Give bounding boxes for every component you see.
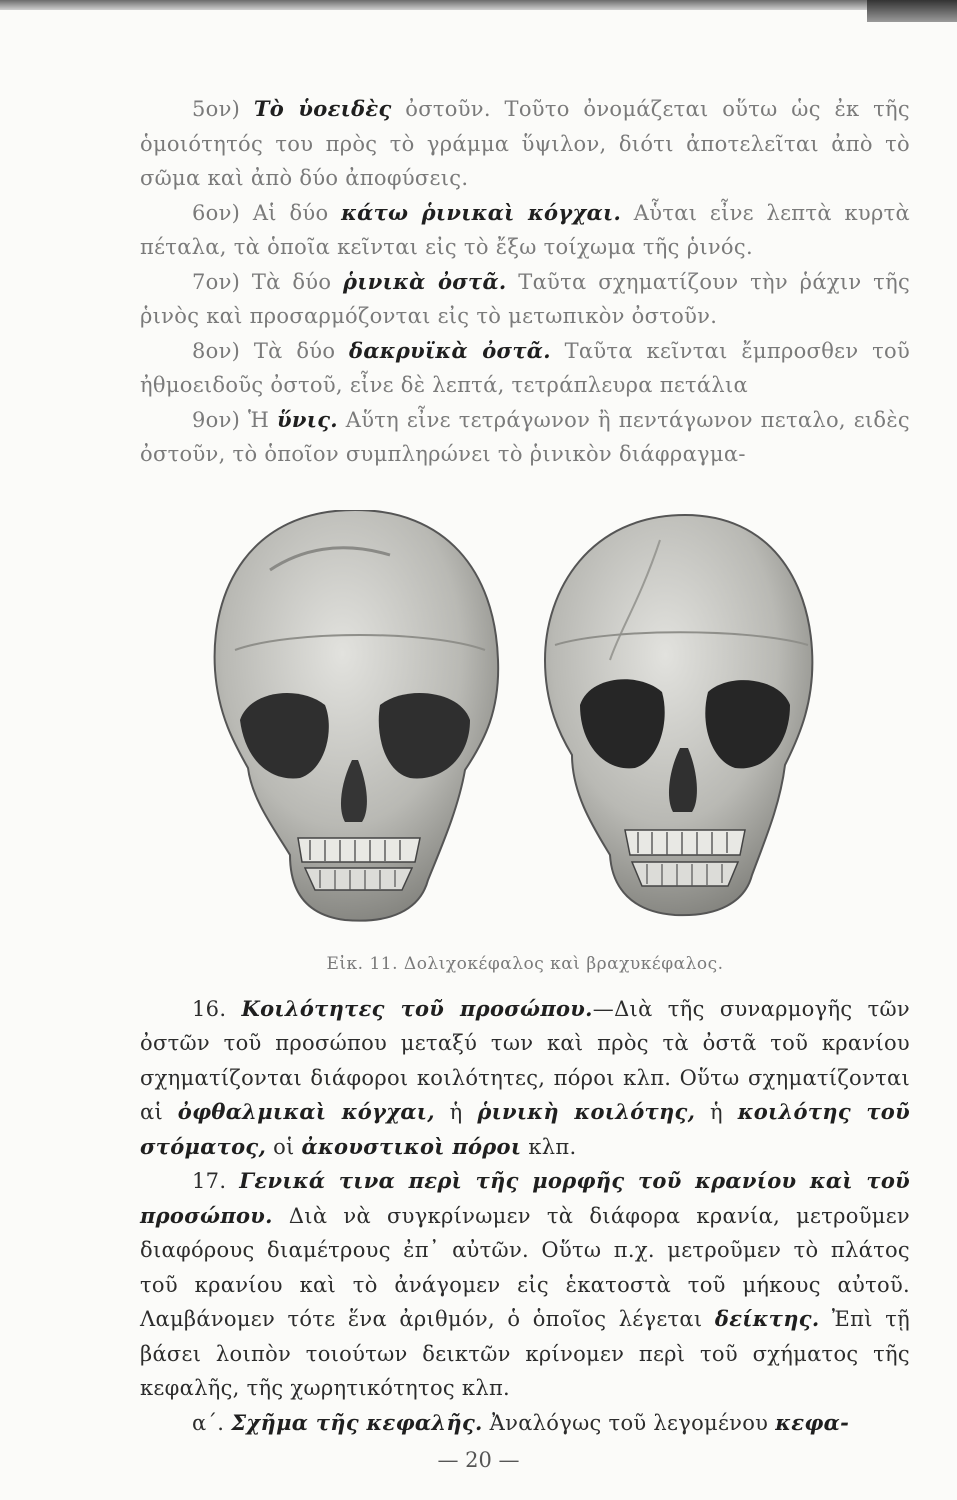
brachycephalic-skull: [545, 515, 812, 915]
section-17: 17. Γενικά τινα περὶ τῆς μορφῆς τοῦ κρανίου καὶ τοῦ προσώπου. Διὰ νὰ συγκρίνωμεν τὰ διάφορα κρανία, μετροῦμεν διαφόρους διαμέτρους ἐπ᾽ αὐτῶν. Οὕτω π.χ. μετροῦμεν τὸ πλάτος τοῦ κρανίου καὶ τὸ ἀνάγομεν εἰς ἑκατοστὰ τοῦ μήκους αὐτοῦ. Λαμβάνομεν τότε ἕνα ἀριθμόν, ὁ ὁποῖος λέγεται δείκτης. Ἐπὶ τῇ βάσει λοιπὸν τοιούτων δεικτῶν κρίνομεν περὶ τοῦ σχήματος τῆς κεφαλῆς, τῆς χωρητικότητος κλπ.: [140, 1168, 910, 1400]
item-6: 6ον) Αἱ δύο κάτω ῥινικαὶ κόγχαι. Αὗται εἶνε λεπτὰ κυρτὰ πέταλα, τὰ ὁποῖα κεῖνται εἰς τὸ ἔξω τοίχωμα τῆς ῥινός.: [140, 199, 911, 259]
section-17-title: Γενικά τινα περὶ τῆς μορφῆς τοῦ κρανίου καὶ τοῦ προσώπου.: [140, 1168, 910, 1228]
skulls-figure: [140, 510, 910, 950]
item-8: 8ον) Τὰ δύο δακρυϊκὰ ὀστᾶ. Ταῦτα κεῖνται ἔμπροσθεν τοῦ ἠθμοειδοῦς ὀστοῦ, εἶνε δὲ λεπτά, τετράπλευρα πετάλια: [140, 337, 911, 397]
subsection-a-title: Σχῆμα τῆς κεφαλῆς.: [231, 1409, 483, 1435]
item-5: 5ον) Τὸ ὑοειδὲς ὀστοῦν. Τοῦτο ὀνομάζεται οὕτω ὡς ἐκ τῆς ὁμοιότητός του πρὸς τὸ γράμμα ὕψιλον, διότι ἀποτελεῖται ἀπὸ τὸ σῶμα καὶ ἀπὸ δύο ἀποφύσεις.: [140, 96, 910, 190]
page-top-shadow: [0, 0, 957, 10]
item-9: 9ον) Ἡ ὕνις. Αὕτη εἶνε τετράγωνον ἢ πεντάγωνον πεταλο, ειδὲς ὀστοῦν, τὸ ὁποῖον συμπληρώνει τὸ ῥινικὸν διάφραγμα-: [140, 406, 910, 466]
book-edge-shadow: [867, 0, 957, 22]
subsection-a: α΄. Σχῆμα τῆς κεφαλῆς. Ἀναλόγως τοῦ λεγομένου κεφα-: [192, 1409, 850, 1435]
page-content: [140, 92, 910, 1440]
skulls-illustration: [140, 510, 910, 950]
item-7: 7ον) Τὰ δύο ῥινικὰ ὀστᾶ. Ταῦτα σχηματίζουν τὴν ῥάχιν τῆς ῥινὸς καὶ προσαρμόζονται εἰς τὸ μετωπικὸν ὀστοῦν.: [140, 268, 911, 328]
section-16-title: Κοιλότητες τοῦ προσώπου.: [241, 995, 593, 1021]
section-16: 16. Κοιλότητες τοῦ προσώπου.—Διὰ τῆς συναρμογῆς τῶν ὀστῶν τοῦ προσώπου μεταξύ των καὶ πρὸς τὰ ὀστᾶ τοῦ κρανίου σχηματίζονται διάφοροι κοιλότητες, πόροι κλπ. Οὕτω σχηματίζονται αἱ ὀφθαλμικαὶ κόγχαι, ἡ ῥινικὴ κοιλότης, ἡ κοιλότης τοῦ στόματος, οἱ ἀκουστικοὶ πόροι κλπ.: [140, 995, 910, 1159]
dolichocephalic-skull: [215, 510, 499, 921]
page-number: — 20 —: [437, 1448, 520, 1472]
figure-caption: Εἰκ. 11. Δολιχοκέφαλος καὶ βραχυκέφαλος.: [326, 953, 724, 974]
